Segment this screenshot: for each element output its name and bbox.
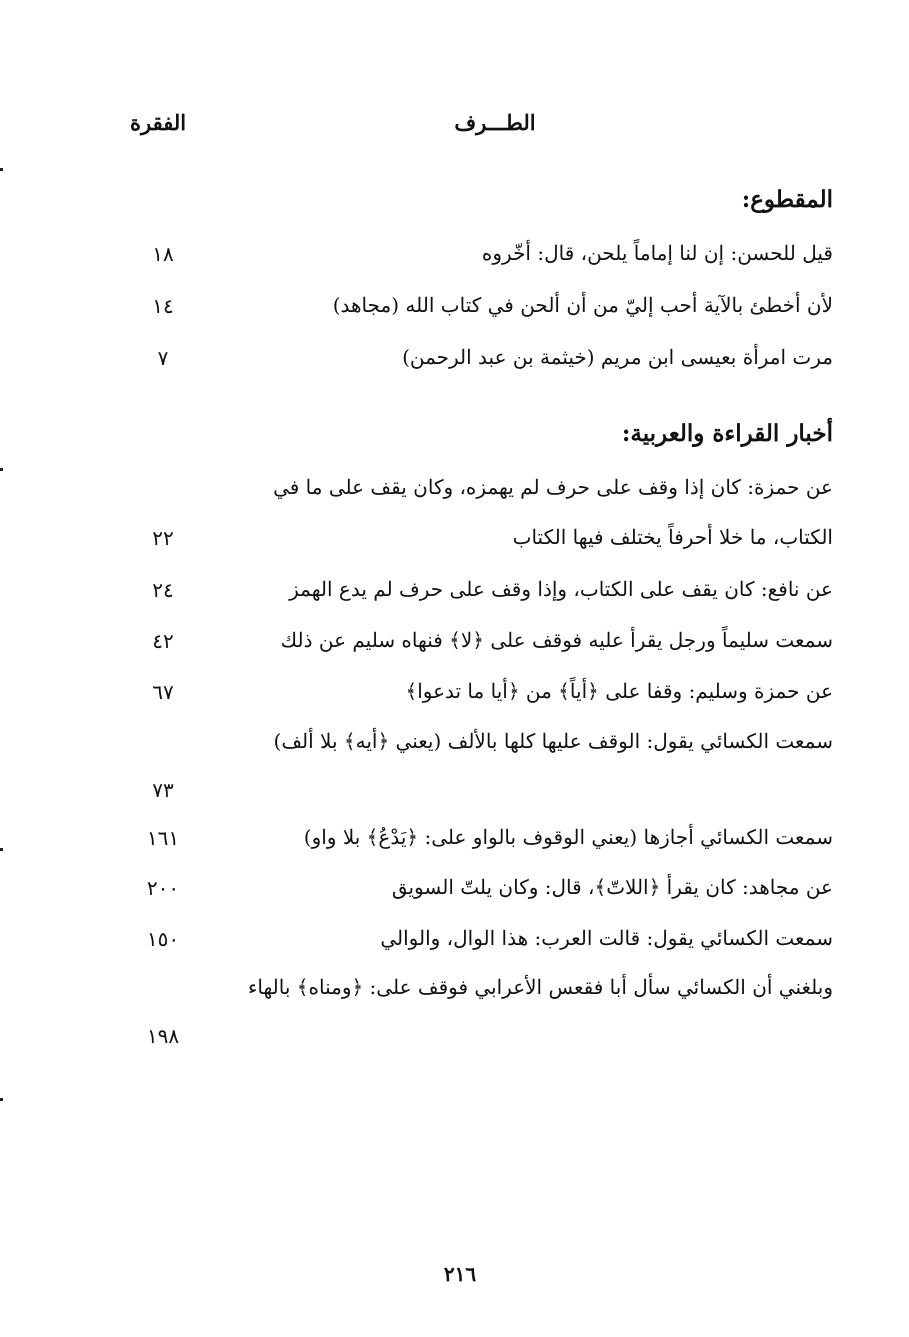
entry-text: سمعت سليماً ورجل يقرأ عليه فوقف على ﴿لا﴾ فنهاه سليم عن ذلك: [280, 628, 833, 652]
entry-number: ١٥٠: [146, 927, 180, 951]
entry-text: عن نافع: كان يقف على الكتاب، وإذا وقف على حرف لم يدع الهمز: [289, 577, 833, 601]
entry-text: عن حمزة: كان إذا وقف على حرف لم يهمزه، وكان يقف على ما في الكتاب، ما خلا أحرفاً يختلف فيها الكتاب: [273, 475, 833, 549]
page-number: ٢١٦: [443, 1262, 477, 1286]
entry-number: ٧: [157, 346, 169, 370]
entry-number: ١٤: [152, 294, 174, 318]
entry-number: ٦٧: [152, 680, 174, 704]
entry-text: سمعت الكسائي أجازها (يعني الوقوف بالواو على: ﴿يَدْعُ﴾ بلا واو): [303, 825, 833, 849]
entry-number: ١٨: [152, 242, 174, 266]
entry-text: سمعت الكسائي يقول: الوقف عليها كلها بالألف (يعني ﴿أيه﴾ بلا ألف): [273, 729, 833, 753]
entry-text: لأن أخطئ بالآية أحب إليّ من أن ألحن في كتاب الله (مجاهد): [332, 293, 833, 317]
entry-number: ٢٠٠: [146, 876, 180, 900]
scan-edge-mark: [0, 848, 3, 851]
entry-number: ٤٢: [152, 629, 174, 653]
entry-text: عن مجاهد: كان يقرأ ﴿اللاتّ﴾، قال: وكان يلتّ السويق: [391, 875, 833, 899]
scan-edge-mark: [0, 168, 3, 171]
entry-text: قيل للحسن: إن لنا إماماً يلحن، قال: أخّروه: [481, 241, 833, 265]
entry-text: سمعت الكسائي يقول: قالت العرب: هذا الوال، والوالي: [380, 926, 833, 950]
column-header-paragraph: الفقرة: [130, 110, 187, 135]
section-title-akhbar: أخبار القراءة والعربية:: [621, 420, 833, 447]
entry-text: عن حمزة وسليم: وقفا على ﴿أياً﴾ من ﴿أيا ما تدعوا﴾: [405, 679, 833, 703]
entry-text: وبلغني أن الكسائي سأل أبا فقعس الأعرابي فوقف على: ﴿ومناه﴾ بالهاء: [247, 975, 833, 999]
section-title-maqtu: المقطوع:: [741, 186, 833, 213]
entry-text: مرت امرأة بعيسى ابن مريم (خيثمة بن عبد الرحمن): [402, 345, 833, 369]
scan-edge-mark: [0, 468, 3, 471]
entry-number: ١٩٨: [146, 1024, 180, 1048]
entry-number: ٢٢: [152, 526, 174, 550]
entry-number: ٢٤: [152, 578, 174, 602]
entry-number: ١٦١: [146, 826, 180, 850]
entry-number: ٧٣: [152, 778, 174, 802]
column-header-tarf: الطـــرف: [454, 110, 536, 135]
scan-edge-mark: [0, 1098, 3, 1101]
